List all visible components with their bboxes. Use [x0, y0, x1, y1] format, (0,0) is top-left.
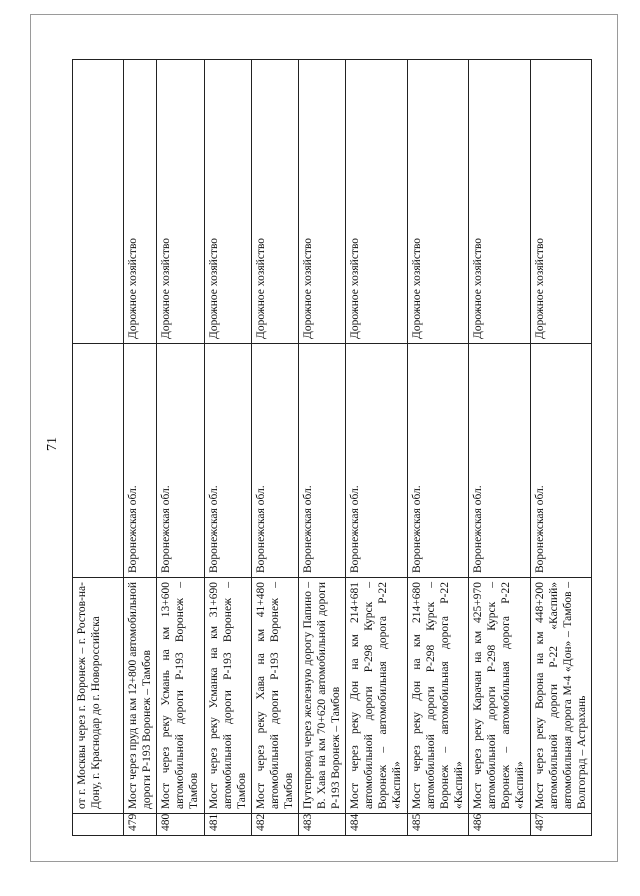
object-category: Дорожное хозяйство	[407, 60, 468, 344]
row-number: 483	[299, 814, 346, 836]
object-region: Воронежская обл.	[346, 344, 407, 578]
object-category: Дорожное хозяйство	[157, 60, 204, 344]
object-category: Дорожное хозяйство	[530, 60, 591, 344]
table-row	[299, 60, 346, 836]
object-category: Дорожное хозяйство	[299, 60, 346, 344]
object-name: Мост через реку Дон на км 214+680 автомобильной дороги Р-298 Курск – Воронеж – автомобильная дорога Р-22 «Каспий»	[407, 578, 468, 814]
table-row	[157, 60, 204, 836]
table-row	[530, 60, 591, 836]
row-number: 485	[407, 814, 468, 836]
rotated-table-container	[72, 60, 592, 836]
object-region: Воронежская обл.	[299, 344, 346, 578]
table-row	[251, 60, 298, 836]
objects-table	[72, 59, 592, 836]
object-category: Дорожное хозяйство	[204, 60, 251, 344]
table-row	[346, 60, 407, 836]
table-row	[204, 60, 251, 836]
object-region: Воронежская обл.	[157, 344, 204, 578]
table-row	[124, 60, 157, 836]
object-name: Мост через реку Дон на км 214+681 автомобильной дороги Р-298 Курск – Воронеж – автомобильная дорога Р-22 «Каспий»	[346, 578, 407, 814]
table-row	[469, 60, 530, 836]
row-number: 486	[469, 814, 530, 836]
object-name: Мост через пруд на км 12+800 автомобильной дороги Р-193 Воронеж – Тамбов	[124, 578, 157, 814]
table-row	[407, 60, 468, 836]
page-number: 71	[45, 437, 60, 451]
object-name: от г. Москвы через г. Воронеж – г. Ростов-на-Дону, г. Краснодар до г. Новороссийска	[73, 578, 124, 814]
object-region: Воронежская обл.	[251, 344, 298, 578]
object-name: Мост через реку Хава на км 41+480 автомобильной дороги Р-193 Воронеж – Тамбов	[251, 578, 298, 814]
object-category: Дорожное хозяйство	[124, 60, 157, 344]
row-number: 480	[157, 814, 204, 836]
object-name: Мост через реку Карачан на км 425+970 автомобильной дороги Р-298 Курск – Воронеж – автомобильная дорога Р-22 «Каспий»	[469, 578, 530, 814]
object-name: Мост через реку Усмань на км 13+600 автомобильной дороги Р-193 Воронеж – Тамбов	[157, 578, 204, 814]
object-region: Воронежская обл.	[469, 344, 530, 578]
object-category	[73, 60, 124, 344]
row-number: 479	[124, 814, 157, 836]
object-region: Воронежская обл.	[124, 344, 157, 578]
object-category: Дорожное хозяйство	[251, 60, 298, 344]
object-category: Дорожное хозяйство	[469, 60, 530, 344]
row-number: 482	[251, 814, 298, 836]
object-region: Воронежская обл.	[204, 344, 251, 578]
table-row-continuation	[73, 60, 124, 836]
row-number	[73, 814, 124, 836]
row-number: 484	[346, 814, 407, 836]
row-number: 481	[204, 814, 251, 836]
row-number: 487	[530, 814, 591, 836]
object-region: Воронежская обл.	[530, 344, 591, 578]
object-name: Мост через реку Усманка на км 31+690 автомобильной дороги Р-193 Воронеж – Тамбов	[204, 578, 251, 814]
object-category: Дорожное хозяйство	[346, 60, 407, 344]
object-region: Воронежская обл.	[407, 344, 468, 578]
object-region	[73, 344, 124, 578]
object-name: Путепровод через железную дорогу Папино – В. Хава на км 70+620 автомобильной дороги Р-193 Воронеж – Тамбов	[299, 578, 346, 814]
object-name: Мост через реку Ворона на км 448+200 автомобильной дороги Р-22 «Каспий» автомобильная дорога М-4 «Дон» – Тамбов – Волгоград – Астрахань	[530, 578, 591, 814]
